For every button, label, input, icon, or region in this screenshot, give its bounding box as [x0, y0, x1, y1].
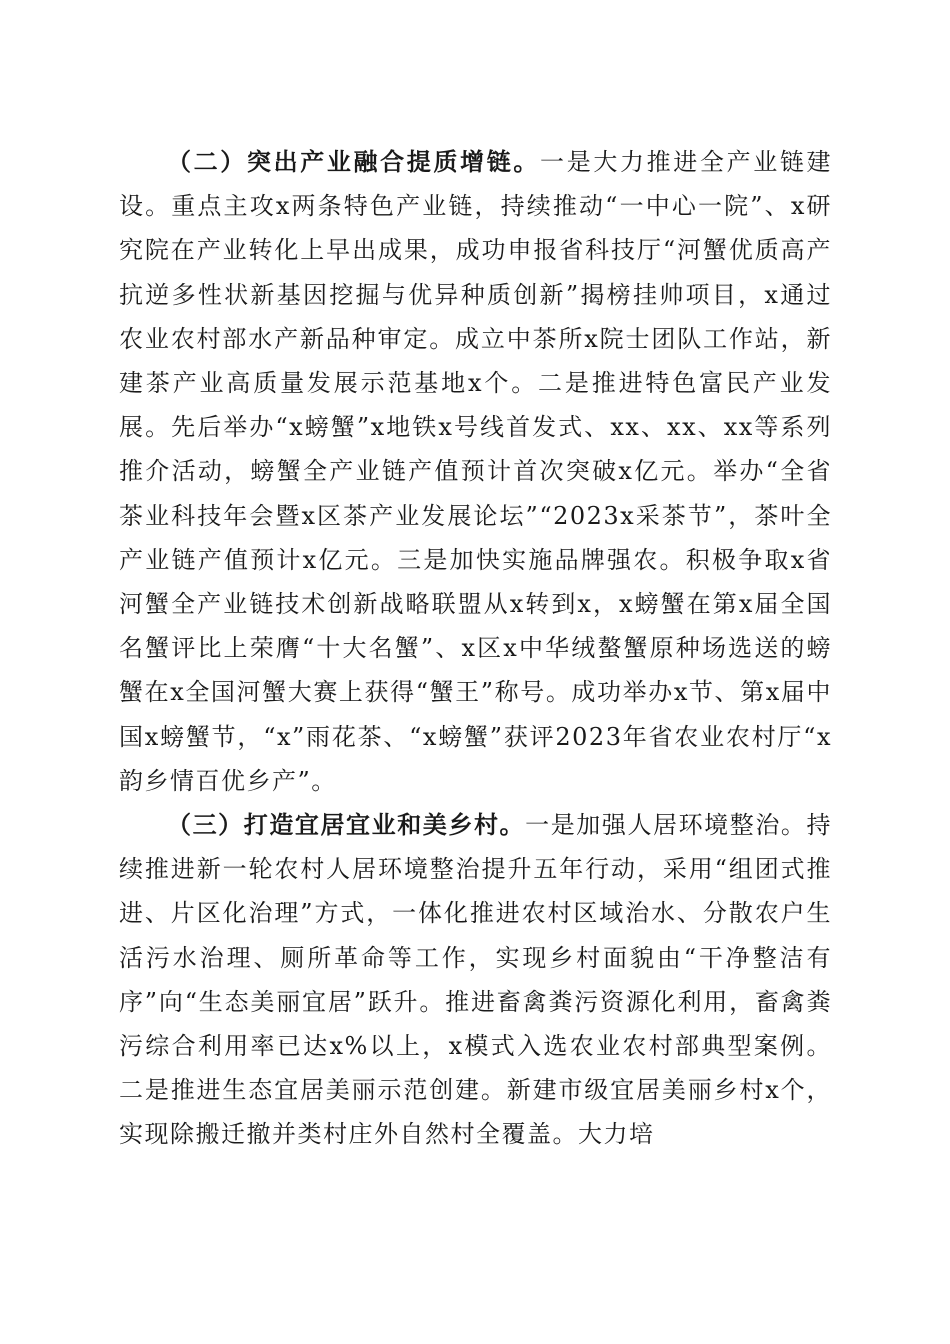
paragraph-industry-integration [119, 140, 832, 803]
paragraph-heading: （二）突出产业融合提质增链。 [167, 147, 541, 176]
paragraph-body: 一是加强人居环境整治。持续推进新一轮农村人居环境整治提升五年行动，采用“组团式推进、片区化治理”方式，一体化推进农村区域治水、分散农户生活污水治理、厕所革命等工作，实现乡村面貌由“干净整洁有序”向“生态美丽宜居”跃升。推进畜禽粪污资源化利用，畜禽粪污综合利用率已达x%以上，x模式入选农业农村部典型案例。二是推进生态宜居美丽示范创建。新建市级宜居美丽乡村x个，实现除搬迁撤并类村庄外自然村全覆盖。大力培 [119, 811, 833, 1149]
paragraph-heading: （三）打造宜居宜业和美乡村。 [167, 810, 526, 840]
paragraph-body: 一是大力推进全产业链建设。重点主攻x两条特色产业链，持续推动“一中心一院”、x研究院在产业转化上早出成果，成功申报省科技厅“河蟹优质高产抗逆多性状新基因挖掘与优异种质创新”揭榜挂帅项目，x通过农业农村部水产新品种审定。成立中茶所x院士团队工作站，新建茶产业高质量发展示范基地x个。二是推进特色富民产业发展。先后举办“x螃蟹”x地铁x号线首发式、xx、xx、xx等系列推介活动，螃蟹全产业链产值预计首次突破x亿元。举办“全省茶业科技年会暨x区茶产业发展论坛”“2023x采茶节”，茶叶全产业链产值预计x亿元。三是加快实施品牌强农。积极争取x省河蟹全产业链技术创新战略联盟从x转到x，x螃蟹在第x届全国名蟹评比上荣膺“十大名蟹”、x区x中华绒螯蟹原种场选送的螃蟹在x全国河蟹大赛上获得“蟹王”称号。成功举办x节、第x届中国x螃蟹节，“x”雨花茶、“x螃蟹”获评2023年省农业农村厅“x韵乡情百优乡产”。 [119, 148, 833, 795]
paragraph-livable-villages [119, 803, 832, 1157]
document-page [119, 140, 832, 1157]
